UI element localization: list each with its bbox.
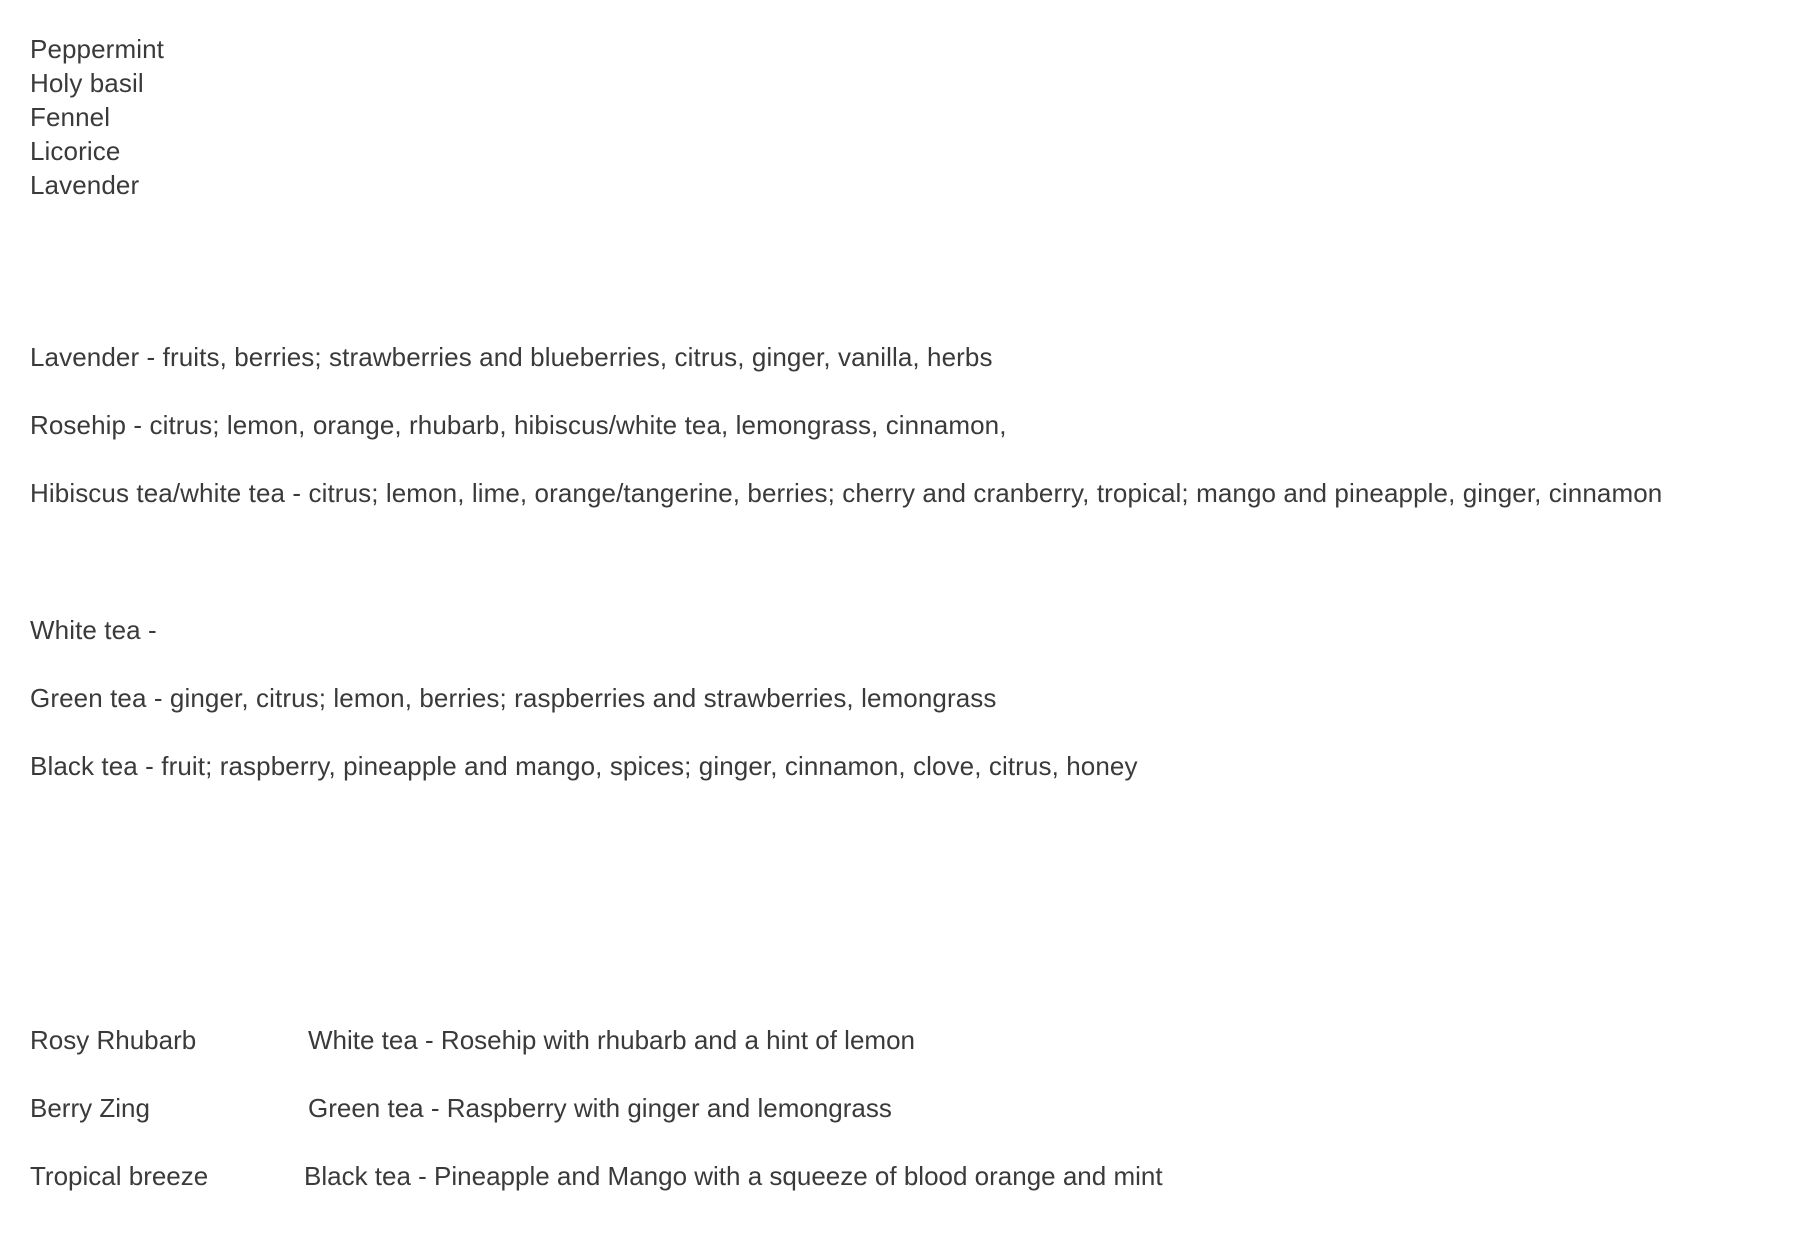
blend-description-berry-zing: Green tea - Raspberry with ginger and lemongrass	[308, 1093, 892, 1123]
note-body[interactable]	[30, 0, 1800, 1234]
herb-item-lavender: Lavender	[30, 170, 140, 200]
herb-item-holy-basil: Holy basil	[30, 68, 144, 98]
blend-name-rosy-rhubarb: Rosy Rhubarb	[30, 1025, 197, 1055]
pairing-hibiscus: Hibiscus tea/white tea - citrus; lemon, lime, orange/tangerine, berries; cherry and cranberry, tropical; mango and pineapple, ginger, cinnamon	[30, 478, 1663, 508]
pairing-green-tea: Green tea - ginger, citrus; lemon, berries; raspberries and strawberries, lemongrass	[30, 683, 997, 713]
blend-name-berry-zing: Berry Zing	[30, 1093, 150, 1123]
pairing-rosehip: Rosehip - citrus; lemon, orange, rhubarb, hibiscus/white tea, lemongrass, cinnamon,	[30, 410, 1007, 440]
blend-name-tropical-breeze: Tropical breeze	[30, 1161, 209, 1191]
herb-item-fennel: Fennel	[30, 102, 111, 132]
pairing-lavender: Lavender - fruits, berries; strawberries and blueberries, citrus, ginger, vanilla, herbs	[30, 342, 993, 372]
blend-description-tropical-breeze: Black tea - Pineapple and Mango with a squeeze of blood orange and mint	[304, 1161, 1163, 1191]
herb-item-peppermint: Peppermint	[30, 34, 164, 64]
pairing-black-tea: Black tea - fruit; raspberry, pineapple and mango, spices; ginger, cinnamon, clove, citrus, honey	[30, 751, 1138, 781]
herb-item-licorice: Licorice	[30, 136, 121, 166]
blend-description-rosy-rhubarb: White tea - Rosehip with rhubarb and a hint of lemon	[308, 1025, 916, 1055]
pairing-white-tea: White tea -	[30, 615, 157, 645]
